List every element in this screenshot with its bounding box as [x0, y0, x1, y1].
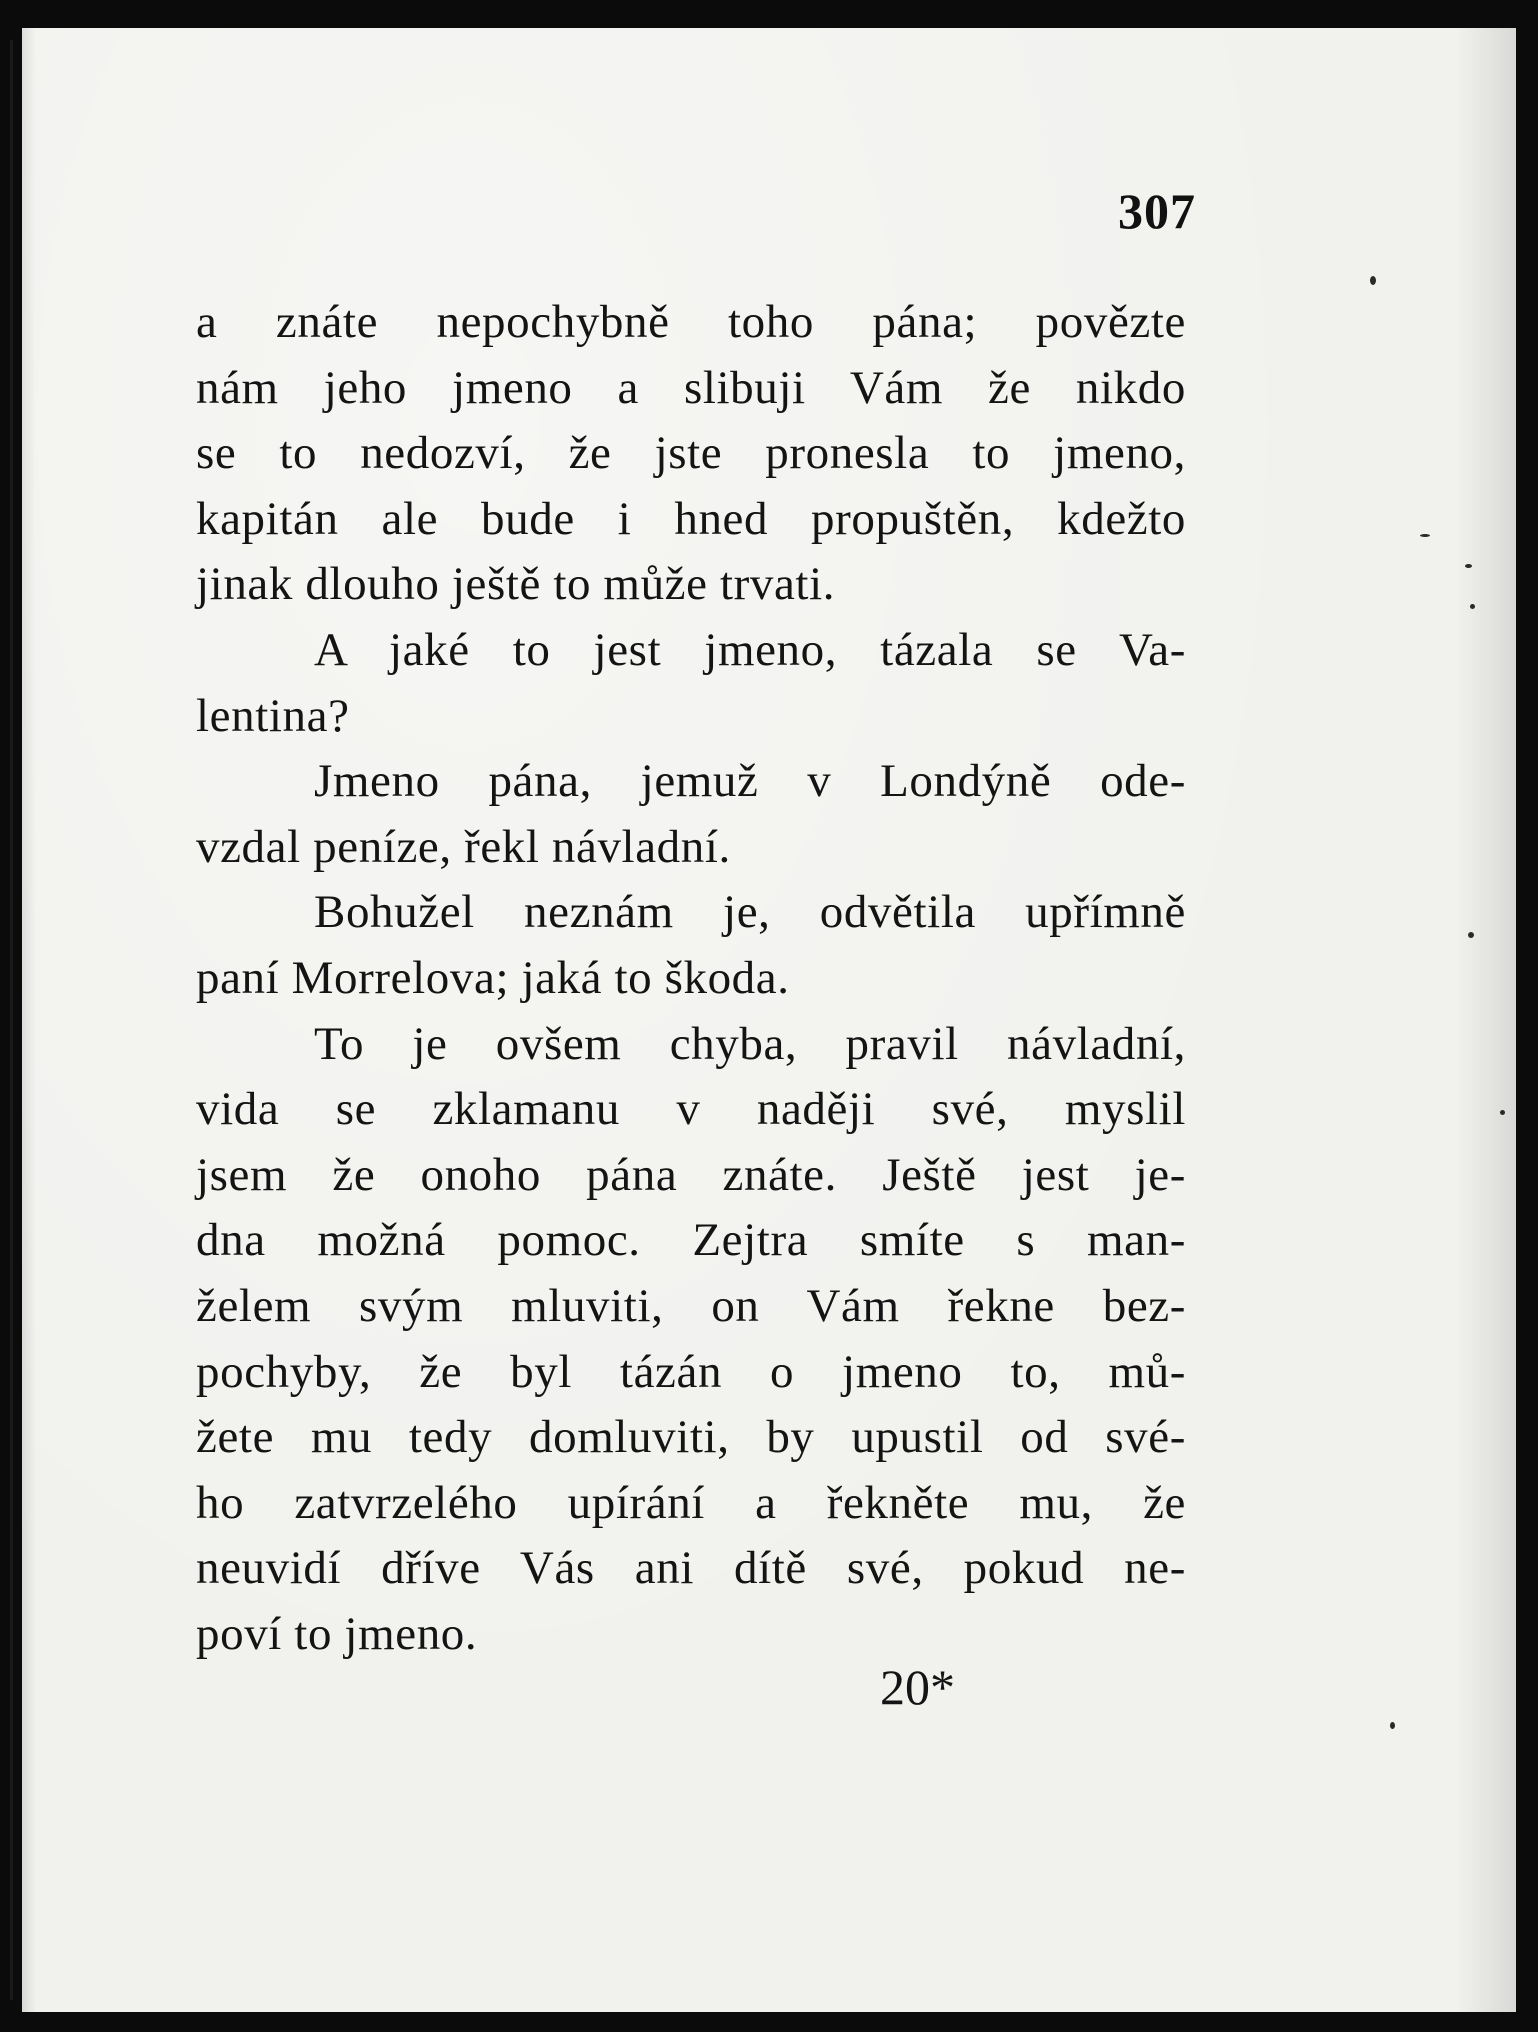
text-line: vzdal peníze, řekl návladní. [196, 820, 731, 873]
text-line: a znáte nepochybně toho pána; povězte [196, 296, 1186, 348]
page-shadow [1456, 28, 1516, 2012]
signature-mark: 20* [880, 1659, 955, 1715]
text-line: žete mu tedy domluviti, by upustil od své- [196, 1411, 1186, 1464]
text-line: Bohužel neznám je, odvětila upřímně [314, 886, 1186, 939]
text-line: dna možná pomoc. Zejtra smíte s man- [196, 1214, 1186, 1267]
text-line: jsem že onoho pána znáte. Ještě jest je- [196, 1148, 1186, 1201]
body-text [196, 290, 1186, 1667]
text-line: jinak dlouho ještě to může trvati. [196, 558, 836, 611]
dust-speck [1470, 604, 1475, 609]
text-line: vida se zklamanu v naději své, myslil [196, 1083, 1186, 1136]
dust-speck [1390, 1722, 1395, 1729]
text-line: pochyby, že byl tázán o jmeno to, mů- [196, 1345, 1186, 1398]
dust-speck [1370, 276, 1376, 285]
dust-speck [1500, 1110, 1505, 1115]
text-line: A jaké to jest jmeno, tázala se Va- [314, 623, 1186, 676]
text-line: se to nedozví, že jste pronesla to jmeno, [196, 427, 1186, 480]
text-line: ho zatvrzelého upírání a řekněte mu, že [196, 1476, 1186, 1529]
dust-speck [1468, 932, 1474, 938]
text-line: želem svým mluviti, on Vám řekne bez- [196, 1279, 1186, 1332]
page-number: 307 [1118, 183, 1196, 239]
text-line: paní Morrelova; jaká to škoda. [196, 951, 790, 1004]
text-line: nám jeho jmeno a slibuji Vám že nikdo [196, 361, 1186, 414]
text-line: kapitán ale bude i hned propuštěn, kdežto [196, 492, 1186, 545]
text-line: neuvidí dříve Vás ani dítě své, pokud ne- [196, 1542, 1186, 1595]
text-line: poví to jmeno. [196, 1607, 478, 1660]
text-line: lentina? [196, 689, 350, 742]
dust-speck [1420, 534, 1430, 537]
dust-speck [1465, 564, 1472, 568]
page-left-edge [10, 40, 13, 2000]
text-line: To je ovšem chyba, pravil návladní, [314, 1017, 1186, 1070]
text-line: Jmeno pána, jemuž v Londýně ode- [314, 755, 1186, 808]
